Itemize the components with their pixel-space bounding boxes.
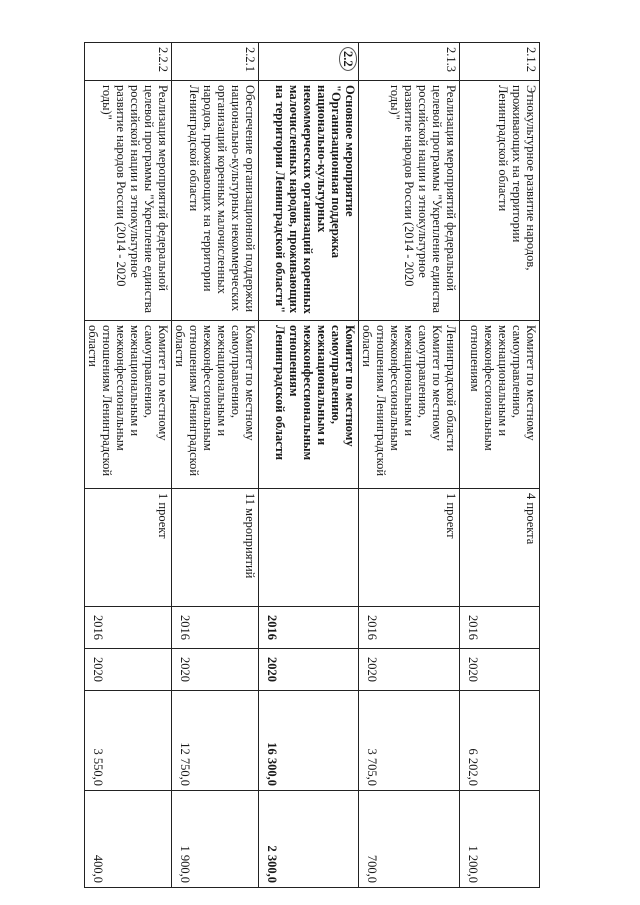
row-end-year: 2020 xyxy=(259,649,359,691)
row-regional: 1 200,0 xyxy=(460,791,540,888)
row-number: 2.1.2 xyxy=(460,43,540,81)
rotated-page xyxy=(86,42,540,887)
row-end-year: 2020 xyxy=(460,649,540,691)
circled-number: 2.2 xyxy=(339,47,357,71)
row-executor: Ленинградской области Комитет по местному самоуправлению, межнациональным и межконфессиональным отношениям Ленинградской области xyxy=(359,321,460,489)
row-start-year: 2016 xyxy=(172,607,259,649)
row-start-year: 2016 xyxy=(259,607,359,649)
row-start-year: 2016 xyxy=(359,607,460,649)
row-name: Этнокультурное развитие народов, проживающих на территории Ленинградской области xyxy=(460,81,540,321)
program-table xyxy=(84,42,540,888)
row-total: 16 300,0 xyxy=(259,691,359,791)
row-start-year: 2016 xyxy=(85,607,172,649)
row-indicator: 1 проект xyxy=(85,489,172,607)
row-total: 6 202,0 xyxy=(460,691,540,791)
row-number: 2.2.1 xyxy=(172,43,259,81)
row-indicator xyxy=(259,489,359,607)
row-indicator: 4 проекта xyxy=(460,489,540,607)
row-number xyxy=(259,43,359,81)
row-end-year: 2020 xyxy=(85,649,172,691)
row-indicator: 11 мероприятий xyxy=(172,489,259,607)
row-regional: 400,0 xyxy=(85,791,172,888)
row-regional: 2 300,0 xyxy=(259,791,359,888)
table-row xyxy=(359,43,460,888)
row-end-year: 2020 xyxy=(359,649,460,691)
row-total: 3 705,0 xyxy=(359,691,460,791)
row-name: Реализация мероприятий федеральной целевой программы "Укрепление единства российской нации и этнокультурное развитие народов России (2014 - 2020 годы)" xyxy=(359,81,460,321)
scan-mark xyxy=(616,2,636,10)
row-number: 2.2.2 xyxy=(85,43,172,81)
table-row xyxy=(259,43,359,888)
row-executor: Комитет по местному самоуправлению, межнациональным и межконфессиональным отношениям Ленинградской области xyxy=(172,321,259,489)
row-regional: 700,0 xyxy=(359,791,460,888)
table-row xyxy=(85,43,172,888)
row-start-year: 2016 xyxy=(460,607,540,649)
row-executor: Комитет по местному самоуправлению, межнациональным и межконфессиональным отношениям xyxy=(460,321,540,489)
row-number: 2.1.3 xyxy=(359,43,460,81)
row-end-year: 2020 xyxy=(172,649,259,691)
row-name: Реализация мероприятий федеральной целевой программы "Укрепление единства российской нации и этнокультурное развитие народов России (2014 - 2020 годы)" xyxy=(85,81,172,321)
row-name: Обеспечение организационной поддержки национально-культурных некоммерческих организаций коренных малочисленных народов, проживающих на территории Ленинградской области xyxy=(172,81,259,321)
row-executor: Комитет по местному самоуправлению, межнациональным и межконфессиональным отношениям Ленинградской области xyxy=(259,321,359,489)
row-indicator: 1 проект xyxy=(359,489,460,607)
row-total: 12 750,0 xyxy=(172,691,259,791)
row-executor: Комитет по местному самоуправлению, межнациональным и межконфессиональным отношениям Ленинградской области xyxy=(85,321,172,489)
table-row xyxy=(460,43,540,888)
row-total: 3 550,0 xyxy=(85,691,172,791)
table-row xyxy=(172,43,259,888)
row-name: Основное мероприятие "Организационная поддержка национально-культурных некоммерческих организаций коренных малочисленных народов, проживающих на территории Ленинградской области" xyxy=(259,81,359,321)
row-regional: 1 900,0 xyxy=(172,791,259,888)
